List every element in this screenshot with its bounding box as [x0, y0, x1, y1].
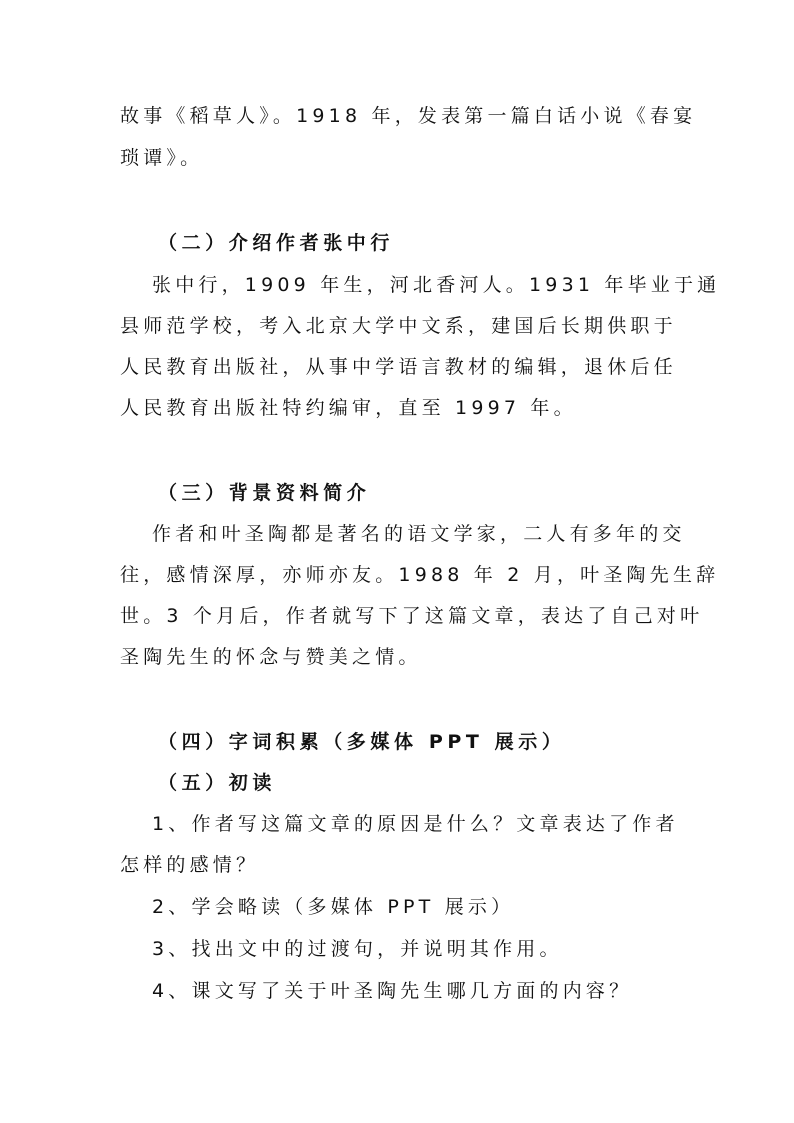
section-heading: （三）背景资料简介 [158, 482, 371, 504]
paragraph-line: 县师范学校，考入北京大学中文系，建国后长期供职于 [120, 315, 677, 337]
paragraph-line: 人民教育出版社，从事中学语言教材的编辑，退休后任 [120, 356, 677, 378]
paragraph-line: 琐谭》。 [120, 147, 204, 169]
list-item: 1、作者写这篇文章的原因是什么？文章表达了作者 [152, 813, 679, 835]
paragraph-line: 作者和叶圣陶都是著名的语文学家，二人有多年的交 [152, 523, 686, 545]
list-item: 3、找出文中的过渡句，并说明其作用。 [152, 938, 563, 960]
paragraph-line: 圣陶先生的怀念与赞美之情。 [120, 646, 422, 668]
paragraph-line: 世。3 个月后，作者就写下了这篇文章，表达了自己对叶 [120, 605, 704, 627]
paragraph-line: 张中行，1909 年生，河北香河人。1931 年毕业于通 [152, 274, 721, 296]
section-heading: （五）初读 [158, 772, 277, 794]
list-item-continuation: 怎样的感情？ [120, 854, 260, 876]
list-item: 2、学会略读（多媒体 PPT 展示） [152, 896, 515, 918]
paragraph-line: 故事《稻草人》。1918 年，发表第一篇白话小说《春宴 [120, 105, 697, 127]
section-heading: （四）字词积累（多媒体 PPT 展示） [158, 731, 566, 753]
paragraph-line: 人民教育出版社特约编审，直至 1997 年。 [120, 397, 577, 419]
list-item: 4、课文写了关于叶圣陶先生哪几方面的内容？ [152, 980, 633, 1002]
paragraph-line: 往，感情深厚，亦师亦友。1988 年 2 月，叶圣陶先生辞 [120, 564, 720, 586]
section-heading: （二）介绍作者张中行 [158, 232, 395, 254]
